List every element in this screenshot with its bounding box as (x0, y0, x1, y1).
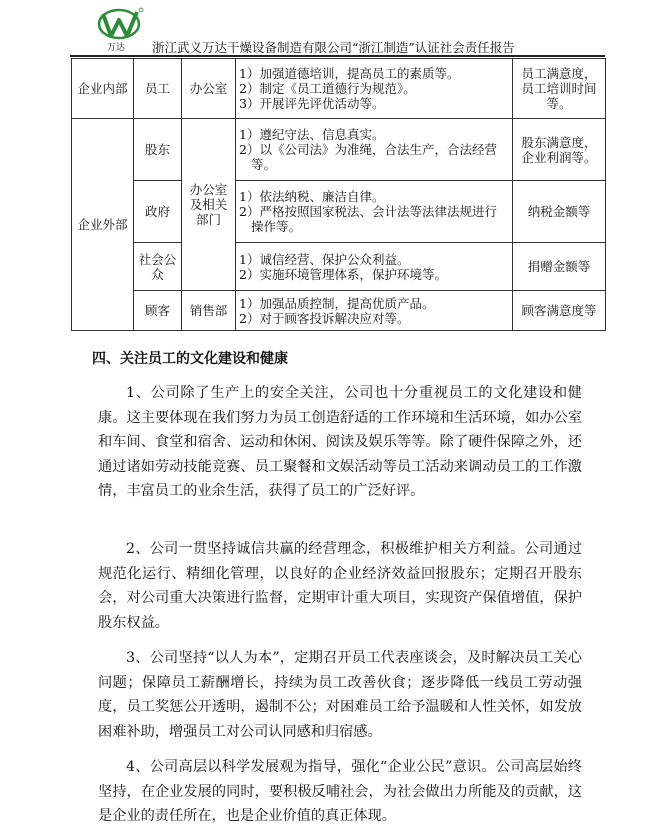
paragraph-3: 3、公司坚持“以人为本”，定期召开员工代表座谈会，及时解决员工关心问题；保障员工薪酬增长，持续为员工改善伙食；逐步降低一线员工劳动强度，员工奖惩公开透明，遏制不公；对困难员工给予温暖和人性关怀，如发放困难补助，增强员工对公司认同感和归宿感。 (98, 650, 582, 740)
dept-cell: 办公室 (182, 59, 236, 119)
metric-cell: 员工满意度，员工培训时间等。 (513, 59, 606, 119)
items-cell (236, 59, 513, 119)
items-cell (236, 181, 513, 243)
item-line: 1）加强道德培训，提高员工的素质等。 (239, 66, 460, 81)
metric-cell: 捐赠金额等 (513, 243, 606, 291)
item-line: 3）开展评先评优活动等。 (239, 96, 385, 111)
item-line: 2）实施环境管理体系，保护环境等。 (239, 266, 447, 282)
category-cell: 企业外部 (72, 119, 134, 331)
section-title: 四、关注员工的文化建设和健康 (92, 351, 288, 367)
paragraph-2: 2、公司一贯坚持诚信共赢的经营理念，积极维护相关方利益。公司通过规范化运行、精细化管理，以良好的企业经济效益回报股东；定期召开股东会，对公司重大决策进行监督，定期审计重大项目，实现资产保值增值，保护股东权益。 (98, 541, 582, 631)
item-line: 2）制定《员工道德行为规范》。 (239, 81, 416, 96)
item-line: 1）加强品质控制，提高优质产品。 (239, 295, 435, 311)
stakeholder-cell: 股东 (134, 119, 182, 181)
metric-cell: 顾客满意度等 (513, 291, 606, 331)
stakeholder-cell: 政府 (134, 181, 182, 243)
header-title: 浙江武义万达干燥设备制造有限公司“浙江制造”认证社会责任报告 (152, 40, 515, 55)
table-row (72, 119, 606, 181)
item-line: 2）以《公司法》为准绳，合法生产，合法经营等。 (239, 142, 497, 172)
paragraph-1: 1、公司除了生产上的安全关注，公司也十分重视员工的文化建设和健康。这主要体现在我们努力为员工创造舒适的工作环境和生活环境，如办公室和车间、食堂和宿舍、运动和休闲、阅读及娱乐等等。除了硬件保障之外，还通过诸如劳动技能竞赛、员工聚餐和文娱活动等员工活动来调动员工的工作激情，丰富员工的业余生活，获得了员工的广泛好评。 (98, 385, 582, 500)
item-line: 1）诚信经营、保护公众利益。 (239, 251, 410, 267)
table-row (72, 243, 606, 291)
metric-cell: 纳税金额等 (513, 181, 606, 243)
stakeholder-cell: 社会公众 (134, 243, 182, 291)
paragraph-4: 4、公司高层以科学发展观为指导，强化“企业公民”意识。公司高层始终坚持，在企业发展的同时，要积极反哺社会，为社会做出力所能及的贡献，这是企业的责任所在，也是企业价值的真正体现。 (98, 759, 582, 825)
page-header (0, 0, 655, 56)
items-cell (236, 243, 513, 291)
item-line: 2）严格按照国家税法、会计法等法律法规进行操作等。 (239, 204, 497, 234)
item-line: 2）对于顾客投诉解决应对等。 (239, 310, 410, 326)
dept-cell: 销售部 (182, 291, 236, 331)
metric-cell: 股东满意度，企业利润等。 (513, 119, 606, 181)
item-line: 1）依法纳税、廉洁自律。 (239, 189, 385, 204)
responsibility-table (71, 58, 606, 331)
item-line: 1）遵纪守法、信息真实。 (239, 127, 385, 142)
items-cell (236, 291, 513, 331)
items-cell (236, 119, 513, 181)
category-cell: 企业内部 (72, 59, 134, 119)
stakeholder-cell: 顾客 (134, 291, 182, 331)
stakeholder-cell: 员工 (134, 59, 182, 119)
table-row (72, 181, 606, 243)
logo-text: 万达 (107, 43, 126, 53)
header-divider (70, 55, 605, 57)
table-row (72, 59, 606, 119)
table-row (72, 291, 606, 331)
dept-cell: 办公室及相关部门 (182, 119, 236, 291)
